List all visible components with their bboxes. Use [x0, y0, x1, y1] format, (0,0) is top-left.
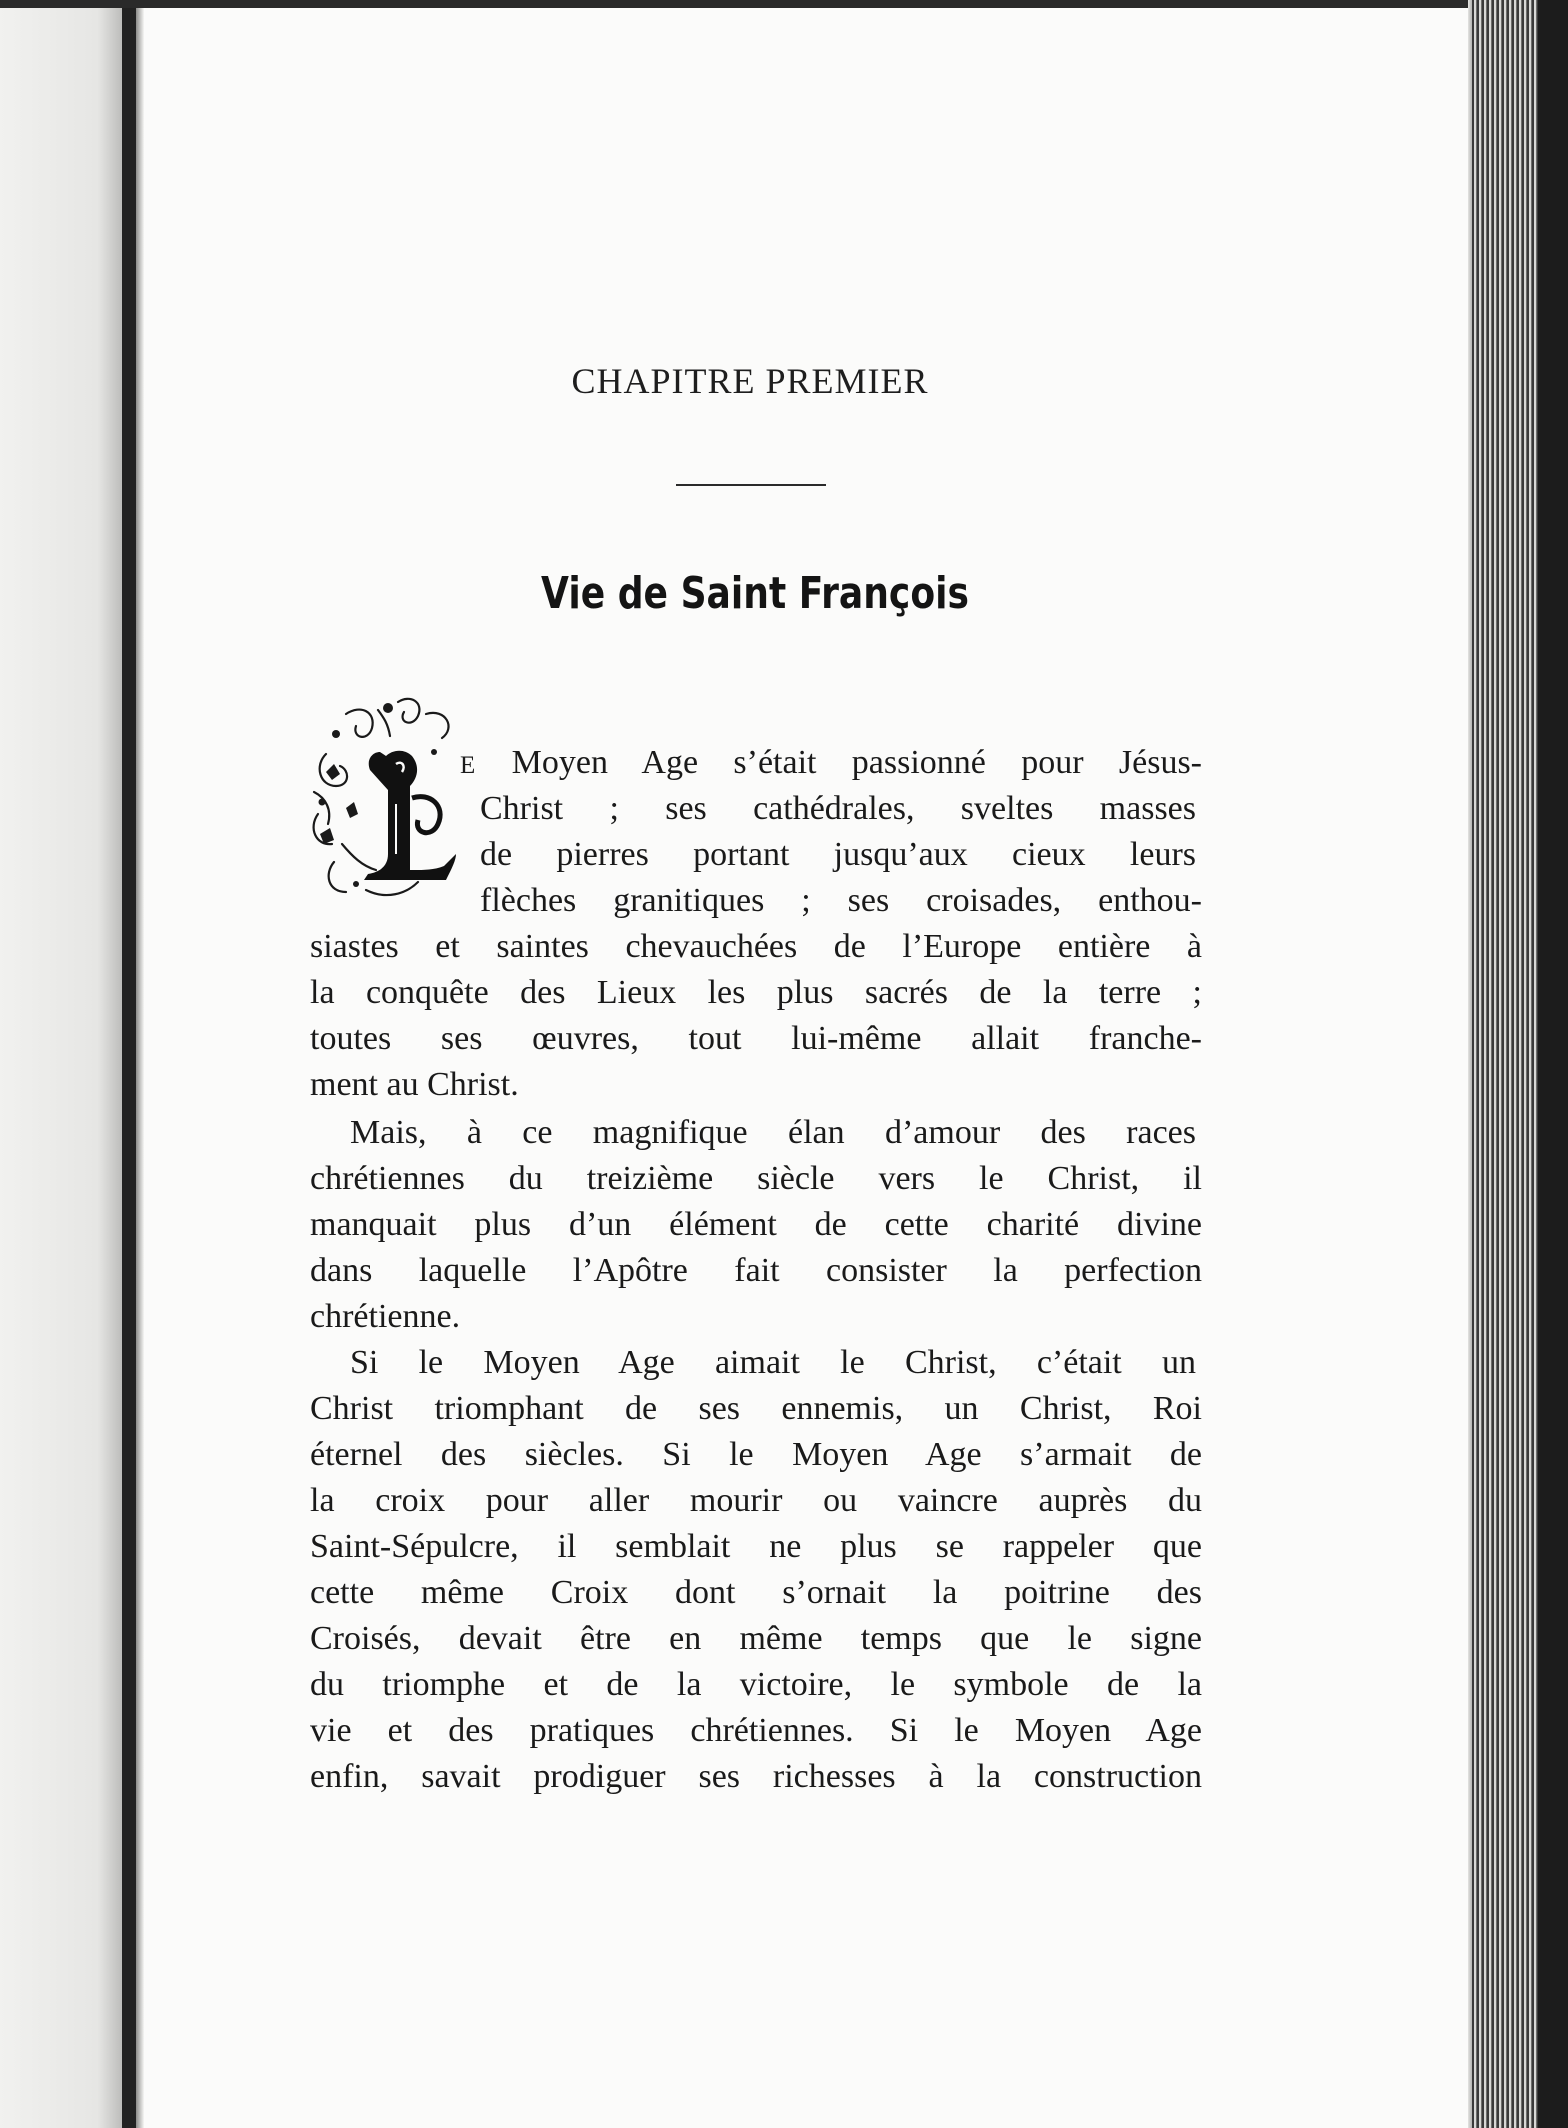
line-text: Moyen Age s’était passionné pour Jésus-: [476, 744, 1202, 781]
text-line-5: siastes et saintes chevauchées de l’Europe entière à: [310, 928, 1202, 965]
text-line-9: Mais, à ce magnifique élan d’amour des races: [350, 1114, 1196, 1151]
gutter-shadow: [136, 0, 144, 2128]
text-line-14: Si le Moyen Age aimait le Christ, c’était un: [350, 1344, 1196, 1381]
book-cover-edge: [1538, 0, 1568, 2128]
heading-divider-rule: [676, 484, 826, 486]
text-line-3: de pierres portant jusqu’aux cieux leurs: [480, 836, 1196, 873]
chapter-heading: CHAPITRE PREMIER: [571, 361, 929, 401]
text-line-10: chrétiennes du treizième siècle vers le Christ, il: [310, 1160, 1202, 1197]
drop-cap-smallcaps: E: [460, 752, 477, 779]
text-line-21: du triomphe et de la victoire, le symbole de la: [310, 1666, 1202, 1703]
text-line-8: ment au Christ.: [310, 1066, 519, 1103]
text-line-22: vie et des pratiques chrétiennes. Si le Moyen Age: [310, 1712, 1202, 1749]
text-line-6: la conquête des Lieux les plus sacrés de la terre ;: [310, 974, 1202, 1011]
text-line-4: flèches granitiques ; ses croisades, enthou-: [480, 882, 1202, 919]
text-line-20: Croisés, devait être en même temps que le signe: [310, 1620, 1202, 1657]
text-line-12: dans laquelle l’Apôtre fait consister la perfection: [310, 1252, 1202, 1289]
chapter-title: Vie de Saint François: [541, 568, 969, 619]
text-line-1: [460, 740, 1202, 786]
ornamental-drop-cap-l: [306, 694, 464, 906]
top-border: [0, 0, 1568, 8]
text-line-23: enfin, savait prodiguer ses richesses à la construction: [310, 1758, 1202, 1795]
text-line-7: toutes ses œuvres, tout lui-même allait franche-: [310, 1020, 1202, 1057]
text-line-15: Christ triomphant de ses ennemis, un Christ, Roi: [310, 1390, 1202, 1427]
text-line-2: Christ ; ses cathédrales, sveltes masses: [480, 790, 1196, 827]
text-line-19: cette même Croix dont s’ornait la poitrine des: [310, 1574, 1202, 1611]
text-line-13: chrétienne.: [310, 1298, 461, 1335]
facing-page-edge: [0, 0, 122, 2128]
text-line-17: la croix pour aller mourir ou vaincre auprès du: [310, 1482, 1202, 1519]
binding-gutter: [122, 0, 136, 2128]
text-line-11: manquait plus d’un élément de cette charité divine: [310, 1206, 1202, 1243]
text-line-18: Saint-Sépulcre, il semblait ne plus se rappeler que: [310, 1528, 1202, 1565]
text-line-16: éternel des siècles. Si le Moyen Age s’armait de: [310, 1436, 1202, 1473]
